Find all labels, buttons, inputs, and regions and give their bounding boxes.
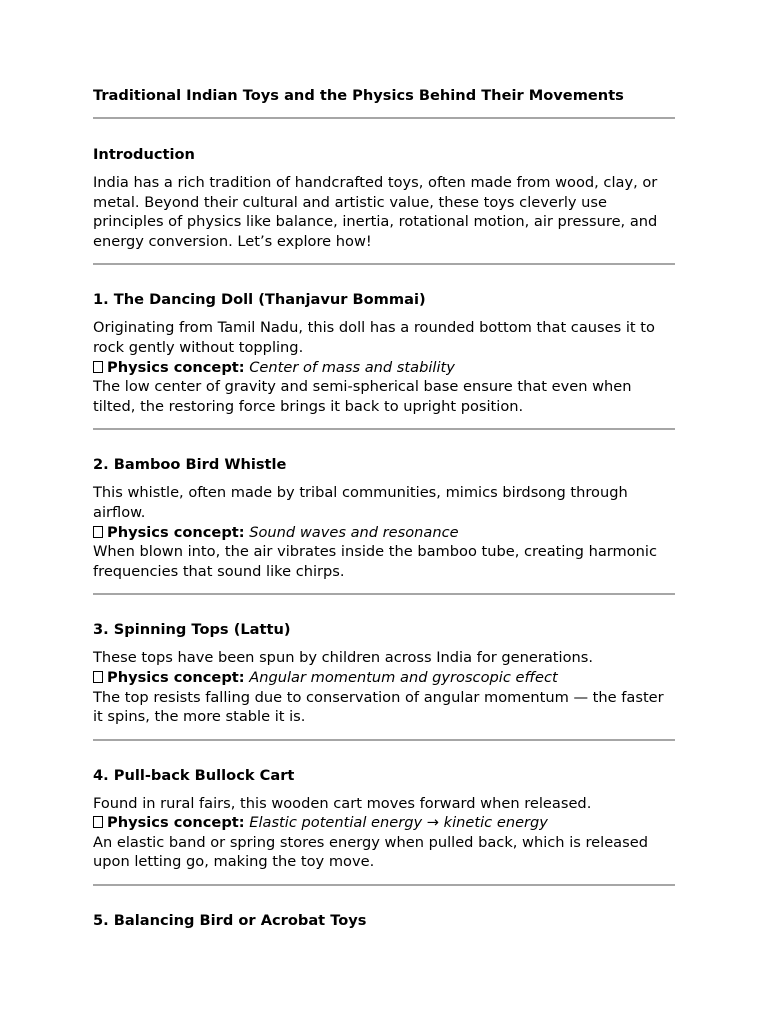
section-explanation: The top resists falling due to conservation of angular momentum — the faster it spins, the more stable it is. <box>93 688 664 726</box>
section-description: This whistle, often made by tribal communities, mimics birdsong through airflow. <box>93 484 628 521</box>
physics-concept-line <box>93 358 675 378</box>
toy-section-balancing-bird <box>93 886 675 951</box>
toy-section-dancing-doll <box>93 265 675 428</box>
section-explanation: An elastic band or spring stores energy when pulled back, which is released upon letting go, making the toy move. <box>93 833 648 871</box>
concept-value: Angular momentum and gyroscopic effect <box>249 668 558 686</box>
intro-section <box>93 119 675 263</box>
physics-concept-line <box>93 668 675 688</box>
missing-glyph-icon <box>93 526 103 538</box>
toy-section-bamboo-whistle <box>93 430 675 593</box>
concept-label: Physics concept: <box>107 814 245 832</box>
section-description: Originating from Tamil Nadu, this doll has a rounded bottom that causes it to rock gently without toppling. <box>93 319 655 356</box>
section-heading: 5. Balancing Bird or Acrobat Toys <box>93 912 367 930</box>
section-explanation: The low center of gravity and semi-spherical base ensure that even when tilted, the restoring force brings it back to upright position. <box>93 378 632 415</box>
missing-glyph-icon <box>93 361 103 373</box>
concept-label: Physics concept: <box>107 358 245 376</box>
physics-concept-line <box>93 813 675 833</box>
concept-value: Center of mass and stability <box>249 358 455 376</box>
concept-label: Physics concept: <box>107 668 245 686</box>
missing-glyph-icon <box>93 816 103 828</box>
toy-section-bullock-cart <box>93 741 675 884</box>
physics-concept-line <box>93 523 675 543</box>
section-explanation: When blown into, the air vibrates inside the bamboo tube, creating harmonic frequencies that sound like chirps. <box>93 543 657 580</box>
document-title: Traditional Indian Toys and the Physics Behind Their Movements <box>93 87 624 104</box>
intro-heading: Introduction <box>93 146 195 163</box>
missing-glyph-icon <box>93 671 103 683</box>
section-heading: 4. Pull-back Bullock Cart <box>93 766 295 784</box>
concept-value: Elastic potential energy → kinetic energy <box>249 814 548 832</box>
section-heading: 1. The Dancing Doll (Thanjavur Bommai) <box>93 291 426 309</box>
document-page <box>93 85 675 951</box>
concept-value: Sound waves and resonance <box>249 523 459 541</box>
intro-text: India has a rich tradition of handcrafted toys, often made from wood, clay, or metal. Beyond their cultural and artistic value, these toys cleverly use principles of physics like balance, inertia, rotational motion, air pressure, and energy conversion. Let’s explore how! <box>93 174 658 250</box>
section-description: Found in rural fairs, this wooden cart moves forward when released. <box>93 794 592 812</box>
section-heading: 3. Spinning Tops (Lattu) <box>93 621 291 639</box>
section-description: These tops have been spun by children across India for generations. <box>93 649 593 667</box>
toy-section-spinning-tops <box>93 595 675 738</box>
concept-label: Physics concept: <box>107 523 245 541</box>
section-heading: 2. Bamboo Bird Whistle <box>93 456 287 474</box>
